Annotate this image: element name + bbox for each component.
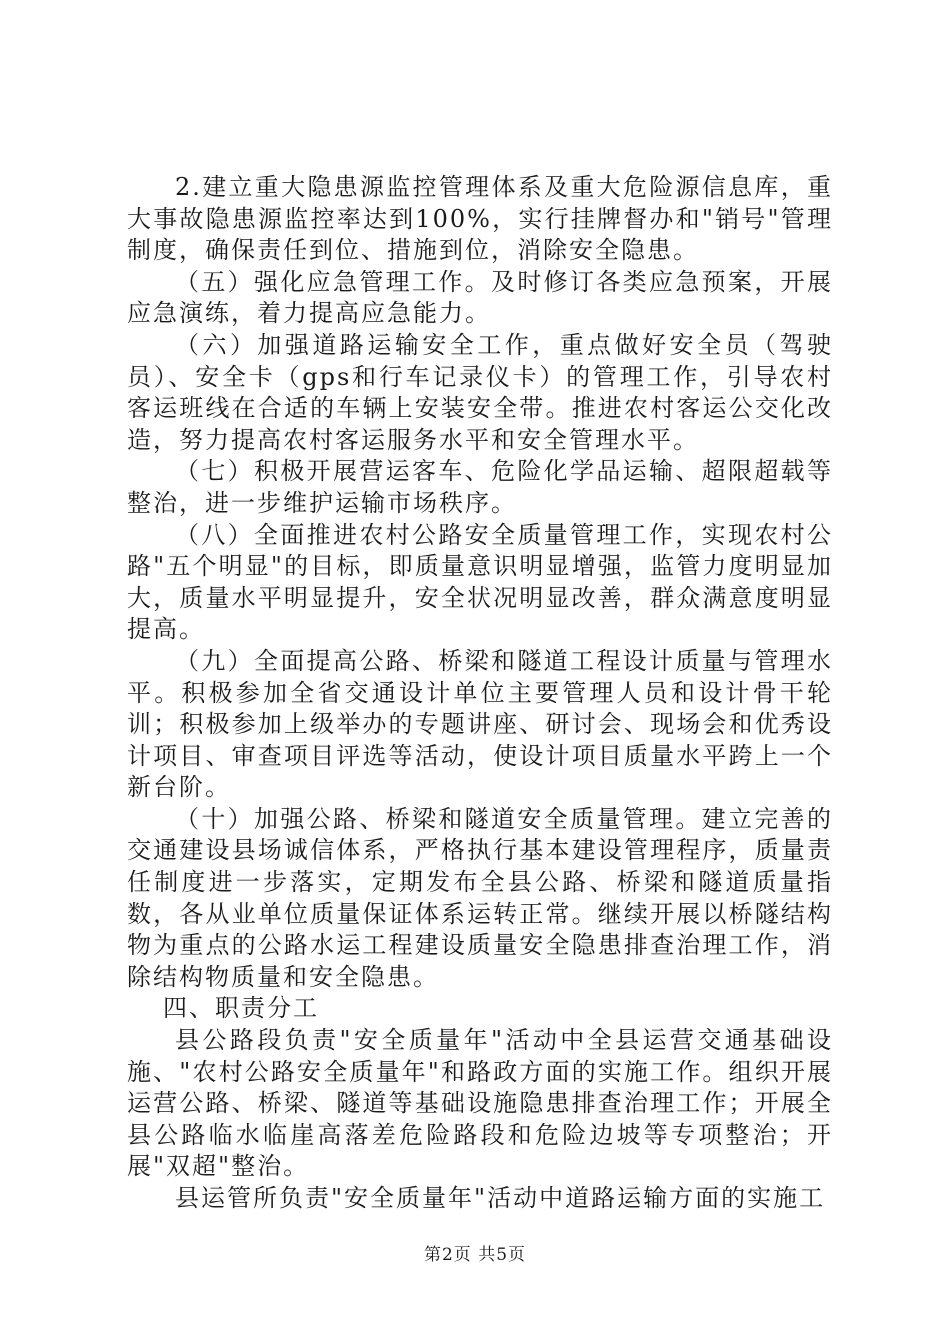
- page-number-footer: 第2页 共5页: [423, 1245, 527, 1265]
- paragraph-construction-quality: （十）加强公路、桥梁和隧道安全质量管理。建立完善的交通建设县场诚信体系，严格执行基本建设管理程序，质量责任制度进一步落实，定期发布全县公路、桥梁和隧道质量指数，各从业单位质量保证体系运转正常。继续开展以桥隧结构物为重点的公路水运工程建设质量安全隐患排查治理工作，消除结构物质量和安全隐患。: [127, 804, 833, 991]
- paragraph-road-transport-safety: （六）加强道路运输安全工作，重点做好安全员（驾驶员）、安全卡（gps和行车记录仪卡）的管理工作，引导农村客运班线在合适的车辆上安装安全带。推进农村客运公交化改造，努力提高农村客运服务水平和安全管理水平。: [127, 330, 833, 454]
- paragraph-design-quality: （九）全面提高公路、桥梁和隧道工程设计质量与管理水平。积极参加全省交通设计单位主要管理人员和设计骨干轮训；积极参加上级举办的专题讲座、研讨会、现场会和优秀设计项目、审查项目评选等活动，使设计项目质量水平跨上一个新台阶。: [127, 646, 833, 802]
- document-body: [127, 172, 833, 1215]
- paragraph-highway-section-duties: 县公路段负责"安全质量年"活动中全县运营交通基础设施、"农村公路安全质量年"和路政方面的实施工作。组织开展运营公路、桥梁、隧道等基础设施隐患排查治理工作；开展全县公路临水临崖高落差危险路段和危险边坡等专项整治；开展"双超"整治。: [127, 1026, 833, 1181]
- paragraph-transport-office-duties: 县运管所负责"安全质量年"活动中道路运输方面的实施工: [175, 1184, 826, 1212]
- paragraph-hazard-monitoring: 2.建立重大隐患源监控管理体系及重大危险源信息库，重大事故隐患源监控率达到100%，实行挂牌督办和"销号"管理制度，确保责任到位、措施到位，消除安全隐患。: [127, 173, 833, 265]
- paragraph-emergency-management: （五）强化应急管理工作。及时修订各类应急预案，开展应急演练，着力提高应急能力。: [127, 267, 833, 328]
- section-heading-responsibilities: 四、职责分工: [163, 994, 319, 1023]
- paragraph-rural-road-quality: （八）全面推进农村公路安全质量管理工作，实现农村公路"五个明显"的目标，即质量意识明显增强，监管力度明显加大，质量水平明显提升，安全状况明显改善，群众满意度明显提高。: [127, 520, 833, 644]
- paragraph-passenger-vehicle-rectification: （七）积极开展营运客车、危险化学品运输、超限超载等整治，进一步维护运输市场秩序。: [127, 457, 833, 517]
